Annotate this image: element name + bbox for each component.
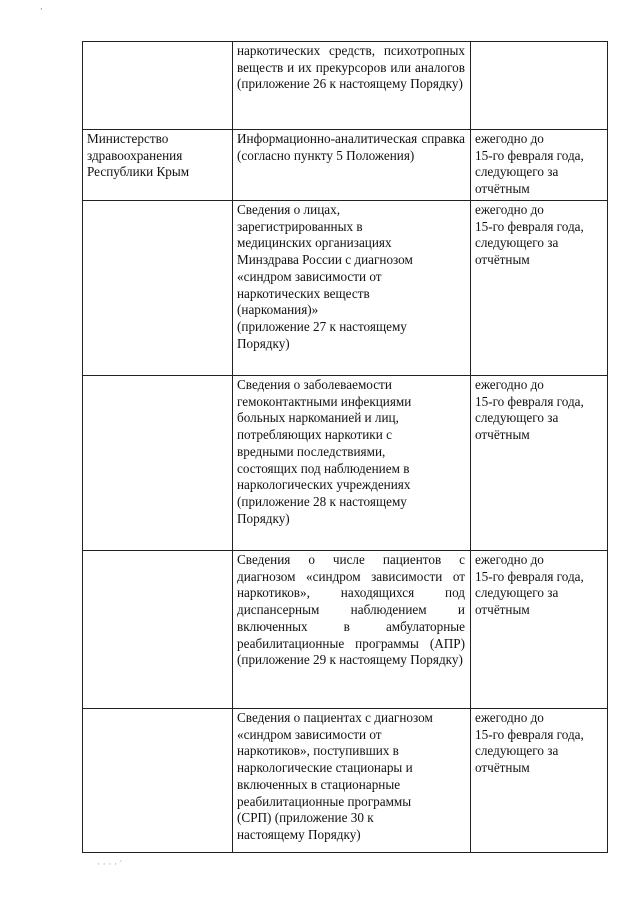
document-cell: наркотических средств, психотропных веществ и их прекурсоров или аналогов (приложение 26 к настоящему Порядку) (233, 42, 471, 130)
table-row (83, 130, 608, 201)
table-row (83, 42, 608, 130)
document-cell: Информационно-аналитическая справка (согласно пункту 5 Положения) (233, 130, 471, 201)
deadline-cell: ежегодно до 15-го февраля года, следующего за отчётным (471, 551, 608, 709)
table-row (83, 551, 608, 709)
scan-artifact-mark: , (40, 2, 43, 12)
table-row (83, 376, 608, 551)
table-row (83, 709, 608, 853)
document-cell: Сведения о пациентах с диагнозом «синдром зависимости от наркотиков», поступивших в наркологические стационары и включенных в стационарные реабилитационные программы (СРП) (приложение 30 к настоящему Порядку) (233, 709, 471, 853)
org-cell (83, 709, 233, 853)
org-cell (83, 42, 233, 130)
deadline-cell: ежегодно до 15-го февраля года, следующего за отчётным (471, 201, 608, 376)
org-cell (83, 376, 233, 551)
document-cell: Сведения о лицах, зарегистрированных в медицинских организациях Минздрава России с диагнозом «синдром зависимости от наркотических веществ (наркомания)» (приложение 27 к настоящему Порядку) (233, 201, 471, 376)
org-cell: Министерство здравоохранения Республики Крым (83, 130, 233, 201)
org-cell (83, 201, 233, 376)
deadline-cell: ежегодно до 15-го февраля года, следующего за отчётным (471, 376, 608, 551)
org-cell (83, 551, 233, 709)
deadline-cell (471, 42, 608, 130)
reporting-table (82, 41, 608, 853)
scan-artifact-mark: · · · · ′ (97, 860, 122, 870)
deadline-cell: ежегодно до 15-го февраля года, следующего за отчётным (471, 709, 608, 853)
document-cell: Сведения о числе пациентов с диагнозом «синдром зависимости от наркотиков», находящихся под диспансерным наблюдением и включенных в амбулаторные реабилитационные программы (АПР) (приложение 29 к настоящему Порядку) (233, 551, 471, 709)
document-cell: Сведения о заболеваемости гемоконтактными инфекциями больных наркоманией и лиц, потребляющих наркотики с вредными последствиями, состоящих под наблюдением в наркологических учреждениях (приложение 28 к настоящему Порядку) (233, 376, 471, 551)
deadline-cell: ежегодно до 15-го февраля года, следующего за отчётным (471, 130, 608, 201)
table-row (83, 201, 608, 376)
